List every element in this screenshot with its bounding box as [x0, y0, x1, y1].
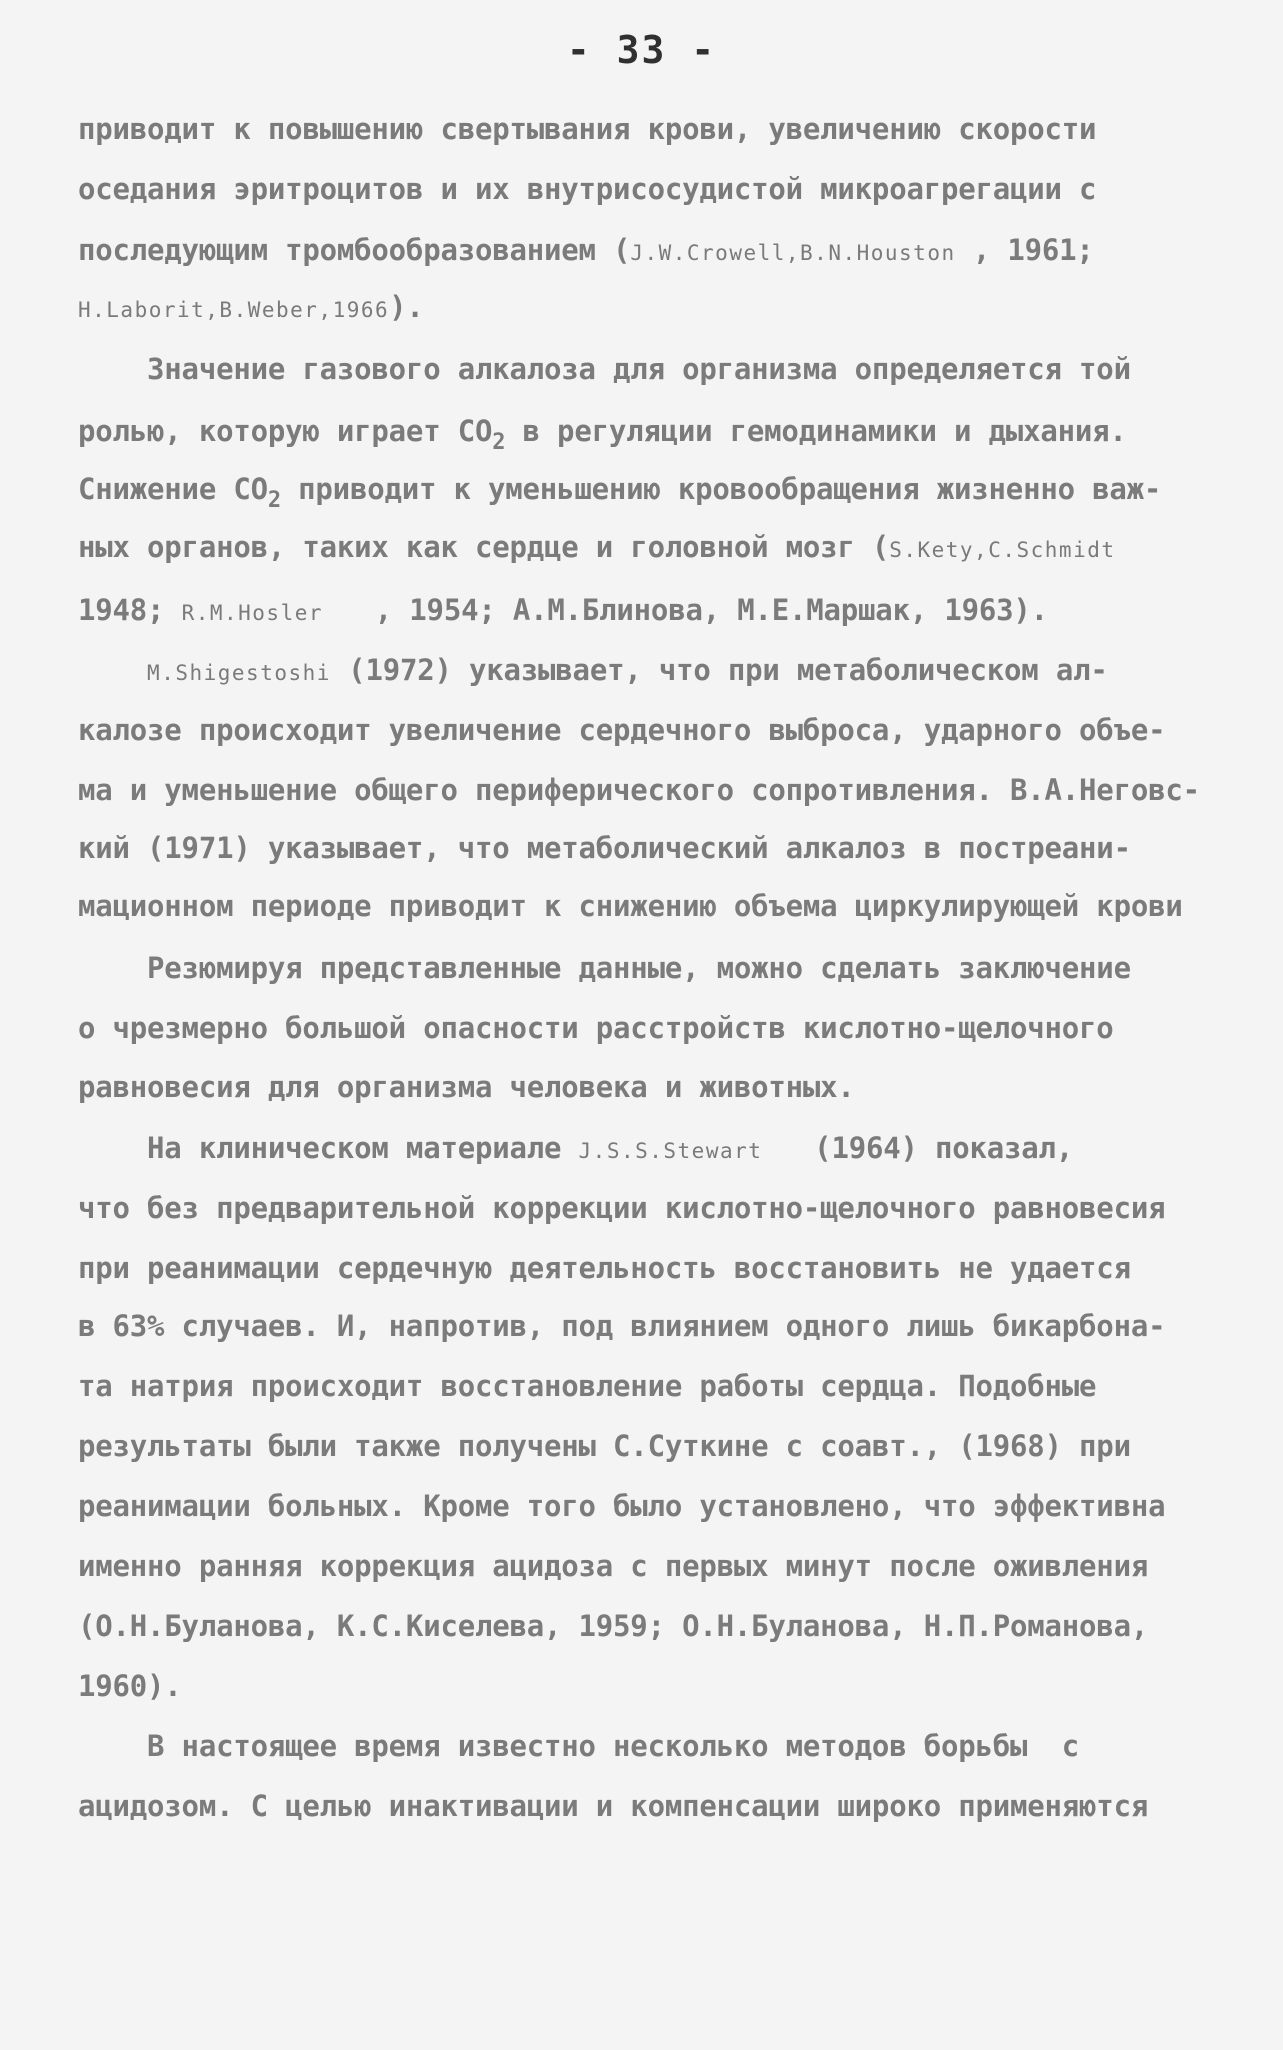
text-line: [78, 1369, 1096, 1403]
page-number: - 33 -: [566, 28, 717, 72]
text-line: [78, 713, 1165, 747]
text-line: [78, 1309, 1165, 1343]
text-segment: та натрия происходит восстановление работы сердца. Подобные: [78, 1369, 1097, 1403]
text-line: [78, 414, 1127, 455]
text-segment: о чрезмерно большой опасности расстройств кислотно-щелочного: [78, 1011, 1114, 1045]
text-line: [78, 172, 1096, 206]
text-segment: последующим тромбообразованием (: [78, 233, 631, 267]
text-segment: ).: [389, 290, 424, 324]
text-line: [78, 653, 1108, 687]
text-segment: (1964) показал,: [762, 1131, 1074, 1165]
text-segment: , 1961;: [955, 233, 1094, 267]
text-line: [78, 1251, 1131, 1285]
text-line: [78, 1729, 1079, 1763]
text-segment: в регуляции гемодинамики и дыхания.: [505, 414, 1127, 448]
latin-citation: J.S.S.Stewart: [578, 1139, 763, 1163]
text-segment: мационном периоде приводит к снижению объема циркулирующей крови: [78, 889, 1183, 923]
text-segment: На клиническом материале: [78, 1131, 579, 1165]
text-segment: что без предварительной коррекции кислотно-щелочного равновесия: [78, 1191, 1166, 1225]
text-segment: равновесия для организма человека и животных.: [78, 1070, 855, 1104]
text-segment: реанимации больных. Кроме того было установлено, что эффективна: [78, 1489, 1166, 1523]
text-line: [78, 1429, 1131, 1463]
latin-citation: H.Laborit,B.Weber,1966: [78, 298, 390, 322]
text-line: [78, 1070, 855, 1104]
text-line: [78, 951, 1131, 985]
text-line: [78, 1011, 1114, 1045]
text-segment: (1972) указывает, что при метаболическом ал-: [330, 653, 1108, 687]
text-segment: в 63% случаев. И, напротив, под влиянием одного лишь бикарбона-: [78, 1309, 1166, 1343]
text-segment: ацидозом. С целью инактивации и компенсации широко применяются: [78, 1789, 1149, 1823]
text-segment: В настоящее время известно несколько методов борьбы с: [78, 1729, 1080, 1763]
text-line: [78, 472, 1161, 513]
text-line: [78, 112, 1096, 146]
latin-citation: R.M.Hosler: [181, 601, 323, 625]
text-segment: кий (1971) указывает, что метаболический алкалоз в постреани-: [78, 831, 1131, 865]
text-line: [78, 1669, 182, 1703]
text-segment: приводит к повышению свертывания крови, увеличению скорости: [78, 112, 1097, 146]
text-line: [78, 1191, 1165, 1225]
text-line: [78, 1131, 1073, 1165]
text-segment: ма и уменьшение общего периферического сопротивления. В.А.Неговс-: [78, 773, 1200, 807]
text-line: [78, 773, 1200, 807]
text-segment: Значение газового алкалоза для организма определяется той: [78, 352, 1131, 386]
text-segment: при реанимации сердечную деятельность восстановить не удается: [78, 1251, 1131, 1285]
text-segment: калозе происходит увеличение сердечного выброса, ударного объе-: [78, 713, 1166, 747]
text-line: [78, 1789, 1148, 1823]
text-segment: 1960).: [78, 1669, 182, 1703]
text-line: [78, 1489, 1165, 1523]
text-segment: Резюмируя представленные данные, можно сделать заключение: [78, 951, 1131, 985]
subscript: 2: [492, 430, 506, 455]
text-line: [78, 233, 1094, 267]
text-line: [78, 593, 1048, 627]
subscript: 2: [267, 488, 281, 513]
latin-citation: M.Shigestoshi: [147, 661, 331, 685]
text-segment: приводит к уменьшению кровообращения жизненно важ-: [280, 472, 1162, 506]
text-segment: [78, 653, 147, 687]
text-line: [78, 352, 1131, 386]
text-line: [78, 831, 1131, 865]
text-segment: , 1954; А.М.Блинова, М.Е.Маршак, 1963).: [323, 593, 1048, 627]
latin-citation: S.Kety,C.Schmidt: [889, 538, 1116, 562]
text-segment: Снижение СО: [78, 472, 268, 506]
text-segment: именно ранняя коррекция ацидоза с первых минут после оживления: [78, 1549, 1149, 1583]
text-segment: (О.Н.Буланова, К.С.Киселева, 1959; О.Н.Буланова, Н.П.Романова,: [78, 1609, 1149, 1643]
latin-citation: J.W.Crowell,B.N.Houston: [630, 241, 956, 265]
text-segment: оседания эритроцитов и их внутрисосудистой микроагрегации с: [78, 172, 1097, 206]
text-line: [78, 889, 1183, 923]
text-line: [78, 530, 1116, 564]
text-segment: 1948;: [78, 593, 182, 627]
text-line: [78, 1549, 1148, 1583]
text-line: [78, 290, 424, 324]
text-segment: ных органов, таких как сердце и головной мозг (: [78, 530, 890, 564]
text-segment: ролью, которую играет СО: [78, 414, 493, 448]
text-segment: результаты были также получены С.Суткине с соавт., (1968) при: [78, 1429, 1131, 1463]
text-line: [78, 1609, 1148, 1643]
